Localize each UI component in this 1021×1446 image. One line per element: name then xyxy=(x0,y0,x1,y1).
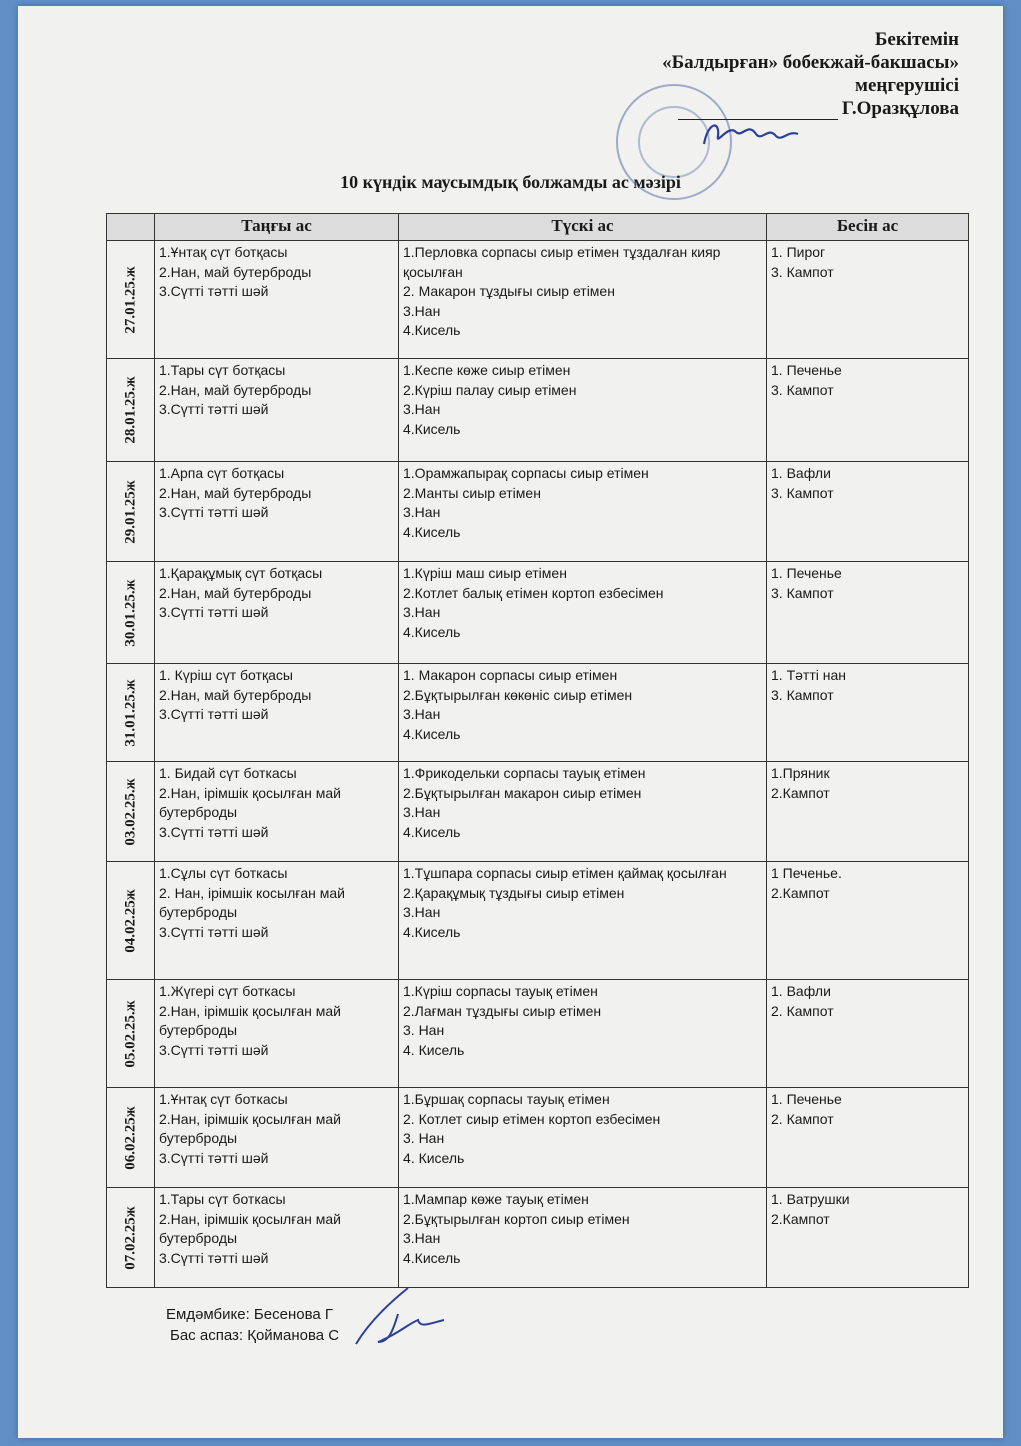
breakfast-item: 1. Бидай сүт боткасы xyxy=(159,765,297,781)
snack-item: 2. Кампот xyxy=(771,1110,834,1127)
lunch-item: 3.Нан xyxy=(403,504,441,520)
snack-cell xyxy=(767,762,969,862)
table-row xyxy=(107,359,969,462)
snack-cell xyxy=(767,1088,969,1188)
lunch-item: 3.Нан xyxy=(403,1230,441,1246)
snack-cell xyxy=(767,862,969,980)
lunch-item: 4.Кисель xyxy=(403,923,461,940)
date-label: 07.02.25ж xyxy=(121,1205,138,1270)
table-row xyxy=(107,462,969,562)
date-cell xyxy=(107,664,155,762)
snack-item: 2.Кампот xyxy=(771,784,830,801)
breakfast-item: 3.Сүтті тәтті шәй xyxy=(159,1149,269,1166)
lunch-item: 4. Кисель xyxy=(403,1149,465,1166)
snack-cell xyxy=(767,359,969,462)
lunch-item: 2. Макарон тұздығы сиыр етімен xyxy=(403,283,615,299)
breakfast-item: 1. Күріш сүт ботқасы xyxy=(159,667,293,683)
lunch-cell xyxy=(399,762,767,862)
snack-cell xyxy=(767,980,969,1088)
dietitian-line: Емдәмбике: Бесенова Г xyxy=(166,1306,334,1323)
lunch-item: 1.Фрикодельки сорпасы тауық етімен xyxy=(403,765,646,781)
snack-item: 3. Кампот xyxy=(771,263,834,280)
lunch-item: 2.Лағман тұздығы сиыр етімен xyxy=(403,1002,602,1019)
breakfast-item: 3.Сүтті тәтті шәй xyxy=(159,706,269,722)
date-label: 04.02.25ж xyxy=(121,888,138,953)
table-row xyxy=(107,1188,969,1288)
footer-signatures xyxy=(166,1304,339,1346)
lunch-item: 4.Кисель xyxy=(403,1249,461,1266)
lunch-cell xyxy=(399,562,767,664)
snack-item: 2.Кампот xyxy=(771,1210,830,1227)
breakfast-item: 3.Сүтті тәтті шәй xyxy=(159,823,269,840)
lunch-item: 2.Бұқтырылған көкөніс сиыр етімен xyxy=(403,686,633,703)
date-cell xyxy=(107,241,155,359)
breakfast-item: 3.Сүтті тәтті шәй xyxy=(159,504,269,520)
breakfast-cell xyxy=(155,462,399,562)
lunch-item: 4.Кисель xyxy=(403,322,461,338)
breakfast-cell xyxy=(155,980,399,1088)
breakfast-item: 2.Нан, ірімшік қосылған май бутерброды xyxy=(159,1110,341,1146)
lunch-item: 1.Перловка сорпасы сиыр етімен тұздалған кияр қосылған xyxy=(403,244,721,280)
breakfast-item: 3.Сүтті тәтті шәй xyxy=(159,283,269,299)
table-row xyxy=(107,862,969,980)
approval-line-1: Бекітемін xyxy=(874,29,959,50)
snack-item: 1 Печенье. xyxy=(771,865,842,881)
snack-item: 3. Кампот xyxy=(771,584,834,601)
snack-item: 1.Пряник xyxy=(771,765,830,781)
chef-line: Бас аспаз: Қойманова С xyxy=(170,1327,340,1344)
snack-cell xyxy=(767,664,969,762)
lunch-item: 3.Нан xyxy=(403,302,441,319)
document-sheet xyxy=(18,6,1003,1438)
table-row xyxy=(107,241,969,359)
snack-cell xyxy=(767,1188,969,1288)
table-row xyxy=(107,562,969,664)
approval-line-2: «Балдырған» бобекжай-бакшасы» xyxy=(662,52,959,73)
snack-item: 1. Вафли xyxy=(771,465,831,481)
date-label: 28.01.25.ж xyxy=(121,376,138,444)
lunch-item: 3. Нан xyxy=(403,1022,445,1038)
date-cell xyxy=(107,562,155,664)
breakfast-item: 3.Сүтті тәтті шәй xyxy=(159,401,269,417)
lunch-item: 2.Күріш палау сиыр етімен xyxy=(403,381,577,398)
lunch-item: 1. Макарон сорпасы сиыр етімен xyxy=(403,667,618,683)
menu-table xyxy=(106,213,969,1288)
lunch-cell xyxy=(399,1188,767,1288)
lunch-item: 1.Күріш сорпасы тауық етімен xyxy=(403,983,598,999)
date-cell xyxy=(107,1188,155,1288)
snack-item: 3. Кампот xyxy=(771,686,834,703)
snack-item: 1. Печенье xyxy=(771,362,842,378)
lunch-item: 4.Кисель xyxy=(403,420,461,437)
breakfast-item: 1.Қарақұмық сүт ботқасы xyxy=(159,565,323,581)
snack-item: 1. Пирог xyxy=(771,244,826,260)
header-snack: Бесін ас xyxy=(767,214,969,241)
lunch-item: 2.Манты сиыр етімен xyxy=(403,484,541,501)
breakfast-item: 2.Нан, май бутерброды xyxy=(159,686,312,703)
lunch-item: 1.Кеспе көже сиыр етімен xyxy=(403,362,571,378)
approval-line-4 xyxy=(579,97,959,120)
breakfast-item: 2.Нан, ірімшік қосылған май бутерброды xyxy=(159,1002,341,1038)
director-signature xyxy=(698,114,808,154)
breakfast-item: 1.Тары сүт ботқасы xyxy=(159,362,286,378)
breakfast-item: 1.Ұнтақ сүт боткасы xyxy=(159,1091,288,1107)
approval-block xyxy=(579,28,959,120)
breakfast-item: 2.Нан, май бутерброды xyxy=(159,484,312,501)
lunch-item: 1.Орамжапырақ сорпасы сиыр етімен xyxy=(403,465,649,481)
table-row xyxy=(107,762,969,862)
breakfast-item: 3.Сүтті тәтті шәй xyxy=(159,1041,269,1058)
approver-name: Г.Оразқұлова xyxy=(841,98,959,119)
table-row xyxy=(107,664,969,762)
lunch-item: 3.Нан xyxy=(403,401,441,417)
lunch-item: 2.Котлет балық етімен кортоп езбесімен xyxy=(403,584,664,601)
date-label: 27.01.25.ж xyxy=(121,265,138,334)
breakfast-cell xyxy=(155,1088,399,1188)
date-label: 03.02.25.ж xyxy=(121,777,138,846)
lunch-item: 3.Нан xyxy=(403,706,441,722)
lunch-cell xyxy=(399,862,767,980)
date-cell xyxy=(107,462,155,562)
snack-item: 2.Кампот xyxy=(771,884,830,901)
snack-item: 2. Кампот xyxy=(771,1002,834,1019)
breakfast-cell xyxy=(155,762,399,862)
breakfast-item: 1.Ұнтақ сүт ботқасы xyxy=(159,244,288,260)
breakfast-item: 3.Сүтті тәтті шәй xyxy=(159,923,269,940)
date-label: 05.02.25.ж xyxy=(121,999,138,1068)
lunch-item: 1.Күріш маш сиыр етімен xyxy=(403,565,567,581)
breakfast-item: 1.Тары сүт боткасы xyxy=(159,1191,286,1207)
date-cell xyxy=(107,980,155,1088)
snack-item: 1. Вафли xyxy=(771,983,831,999)
approval-line-3: меңгерушісі xyxy=(855,75,959,96)
lunch-item: 1.Бұршақ сорпасы тауық етімен xyxy=(403,1091,610,1107)
snack-item: 1. Ватрушки xyxy=(771,1191,850,1207)
lunch-item: 1.Мампар көже тауық етімен xyxy=(403,1191,589,1207)
breakfast-item: 2.Нан, ірімшік қосылған май бутерброды xyxy=(159,1210,341,1246)
lunch-item: 3.Нан xyxy=(403,804,441,820)
snack-cell xyxy=(767,462,969,562)
lunch-cell xyxy=(399,241,767,359)
breakfast-item: 1.Жүгері сүт боткасы xyxy=(159,983,296,999)
lunch-cell xyxy=(399,1088,767,1188)
lunch-cell xyxy=(399,664,767,762)
snack-item: 1. Печенье xyxy=(771,565,842,581)
header-date xyxy=(107,214,155,241)
date-label: 29.01.25ж xyxy=(121,479,138,544)
date-cell xyxy=(107,359,155,462)
snack-item: 3. Кампот xyxy=(771,381,834,398)
snack-cell xyxy=(767,562,969,664)
lunch-item: 3.Нан xyxy=(403,604,441,620)
lunch-item: 4.Кисель xyxy=(403,623,461,640)
snack-item: 1. Печенье xyxy=(771,1091,842,1107)
table-row xyxy=(107,1088,969,1188)
breakfast-item: 2.Нан, май бутерброды xyxy=(159,381,312,398)
lunch-item: 2.Бұқтырылған кортоп сиыр етімен xyxy=(403,1210,630,1227)
lunch-item: 4.Кисель xyxy=(403,823,461,840)
breakfast-item: 2. Нан, ірімшік косылған май бутерброды xyxy=(159,884,346,920)
lunch-item: 2.Бұқтырылған макарон сиыр етімен xyxy=(403,784,642,801)
breakfast-item: 3.Сүтті тәтті шәй xyxy=(159,604,269,620)
chef-signature xyxy=(348,1284,448,1354)
table-row xyxy=(107,980,969,1088)
date-label: 06.02.25ж xyxy=(121,1105,138,1170)
breakfast-cell xyxy=(155,1188,399,1288)
lunch-item: 1.Тұшпара сорпасы сиыр етімен қаймақ қосылған xyxy=(403,865,727,881)
lunch-cell xyxy=(399,462,767,562)
lunch-cell xyxy=(399,359,767,462)
lunch-item: 2.Қарақұмық тұздығы сиыр етімен xyxy=(403,884,625,901)
date-cell xyxy=(107,862,155,980)
breakfast-item: 2.Нан, май бутерброды xyxy=(159,584,312,601)
breakfast-cell xyxy=(155,359,399,462)
breakfast-item: 1.Сұлы сүт боткасы xyxy=(159,865,288,881)
lunch-item: 2. Котлет сиыр етімен кортоп езбесімен xyxy=(403,1110,661,1127)
lunch-item: 4.Кисель xyxy=(403,523,461,540)
snack-item: 3. Кампот xyxy=(771,484,834,501)
snack-item: 1. Тәтті нан xyxy=(771,667,846,683)
breakfast-cell xyxy=(155,241,399,359)
breakfast-cell xyxy=(155,664,399,762)
header-lunch: Түскі ас xyxy=(399,214,767,241)
breakfast-item: 2.Нан, ірімшік қосылған май бутерброды xyxy=(159,784,341,820)
signature-line xyxy=(678,101,838,120)
lunch-item: 3.Нан xyxy=(403,904,441,920)
lunch-item: 4.Кисель xyxy=(403,725,461,742)
date-cell xyxy=(107,762,155,862)
table-header-row xyxy=(107,214,969,241)
lunch-item: 4. Кисель xyxy=(403,1041,465,1058)
date-cell xyxy=(107,1088,155,1188)
breakfast-item: 3.Сүтті тәтті шәй xyxy=(159,1249,269,1266)
header-breakfast: Таңғы ас xyxy=(155,214,399,241)
breakfast-item: 1.Арпа сүт ботқасы xyxy=(159,465,285,481)
breakfast-cell xyxy=(155,862,399,980)
lunch-item: 3. Нан xyxy=(403,1130,445,1146)
breakfast-item: 2.Нан, май бутерброды xyxy=(159,263,312,280)
lunch-cell xyxy=(399,980,767,1088)
document-title: 10 күндік маусымдық болжамды ас мәзірі xyxy=(340,172,681,192)
date-label: 30.01.25.ж xyxy=(121,578,138,647)
date-label: 31.01.25.ж xyxy=(121,678,138,747)
breakfast-cell xyxy=(155,562,399,664)
snack-cell xyxy=(767,241,969,359)
